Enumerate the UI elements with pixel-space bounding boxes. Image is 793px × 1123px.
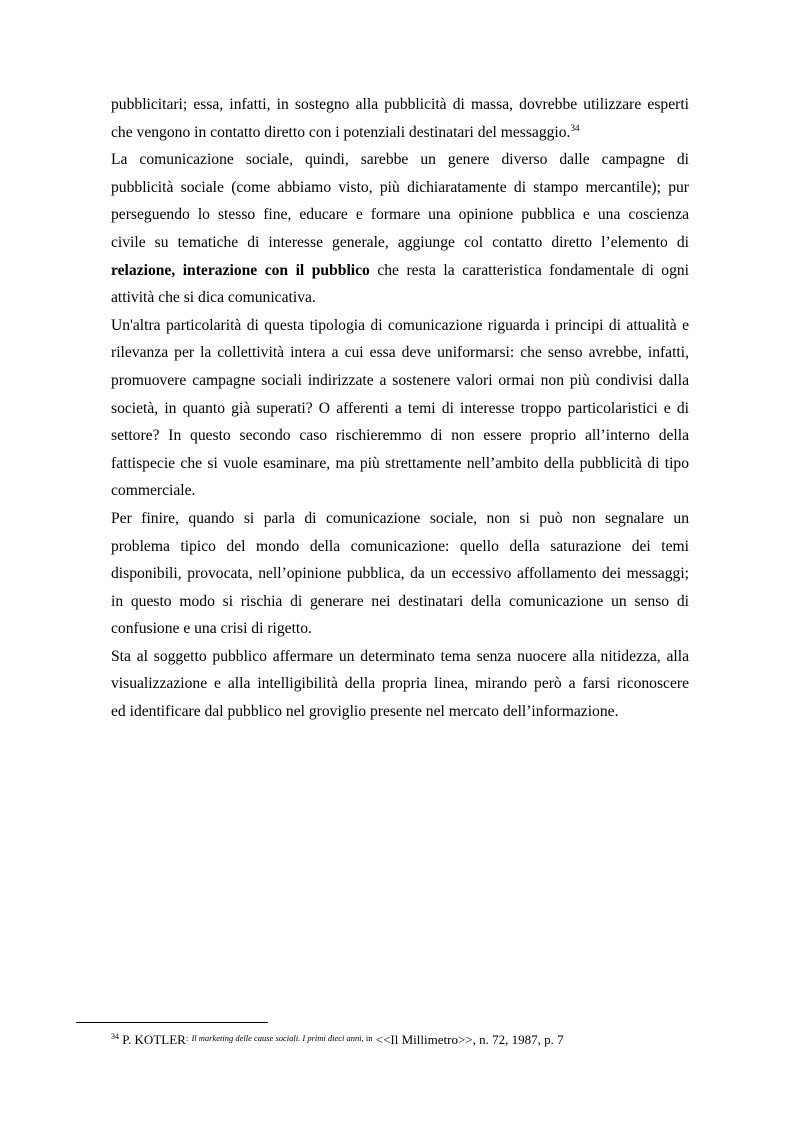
paragraph-4 bbox=[111, 505, 689, 643]
text-line: La comunicazione sociale, quindi, sarebbe un genere diverso dalle campagne di bbox=[111, 151, 689, 169]
text-line: problema tipico del mondo della comunicazione: quello della saturazione dei temi bbox=[111, 537, 689, 555]
text-line: in questo modo si rischia di generare nei destinatari della comunicazione un senso di bbox=[111, 592, 689, 610]
text-line: confusione e una crisi di rigetto. bbox=[111, 620, 312, 638]
footnote-author: P. KOTLER bbox=[122, 1032, 186, 1047]
text-line: ed identificare dal pubblico nel groviglio presente nel mercato dell’informazione. bbox=[111, 703, 619, 721]
text-line: civile su tematiche di interesse generale, aggiunge col contatto diretto l’elemento di bbox=[111, 233, 689, 251]
text-line: rilevanza per la collettività intera a cui essa deve uniformarsi: che senso avrebbe, infatti, bbox=[111, 344, 689, 362]
text-line: commerciale. bbox=[111, 482, 196, 500]
paragraph-3 bbox=[111, 312, 689, 505]
text-line: Sta al soggetto pubblico affermare un determinato tema senza nuocere alla nitidezza, alla bbox=[111, 647, 689, 665]
paragraph-2 bbox=[111, 146, 689, 312]
bold-phrase: relazione, interazione con il pubblico bbox=[111, 261, 370, 279]
text-line-content: che resta la caratteristica fondamentale di ogni bbox=[369, 261, 690, 279]
text-line: pubblicitari; essa, infatti, in sostegno alla pubblicità di massa, dovrebbe utilizzare esperti bbox=[111, 96, 689, 113]
text-line: società, in quanto già superati? O afferenti a temi di interesse troppo particolaristici e di bbox=[111, 399, 689, 417]
text-line-content: che vengono in contatto diretto con i potenziali destinatari del messaggio. bbox=[111, 123, 571, 141]
paragraph-5 bbox=[111, 643, 689, 726]
text-line: Un'altra particolarità di questa tipologia di comunicazione riguarda i principi di attualità e bbox=[111, 316, 689, 334]
footnote-in: , in bbox=[361, 1033, 373, 1043]
text-line: Per finire, quando si parla di comunicazione sociale, non si può non segnalare un bbox=[111, 509, 689, 527]
footnote-reference: 34 bbox=[570, 122, 580, 133]
text-line: visualizzazione e alla intelligibilità della propria linea, mirando però a farsi riconoscere bbox=[111, 675, 689, 693]
text-line: attività che si dica comunicativa. bbox=[111, 289, 316, 307]
footnote-number: 34 bbox=[111, 1032, 119, 1041]
text-line: perseguendo lo stesso fine, educare e formare una opinione pubblica e una coscienza bbox=[111, 206, 689, 224]
text-line: fattispecie che si vuole esaminare, ma più strettamente nell’ambito della pubblicità di tipo bbox=[111, 454, 689, 472]
text-line bbox=[111, 257, 689, 285]
footnote-colon: : bbox=[185, 1033, 189, 1043]
paragraph-1 bbox=[111, 91, 689, 146]
footnote-title: Il marketing delle cause sociali. I primi dieci anni bbox=[191, 1033, 362, 1043]
text-line: pubblicità sociale (come abbiamo visto, più dichiaratamente di stampo mercantile); pur bbox=[111, 178, 689, 196]
footnote-source: <<Il Millimetro>>, n. 72, 1987, p. 7 bbox=[375, 1032, 564, 1047]
text-line: disponibili, provocata, nell’opinione pubblica, da un eccessivo affollamento dei messaggi; bbox=[111, 565, 689, 583]
text-line bbox=[111, 119, 689, 147]
text-line: promuovere campagne sociali indirizzate a sostenere valori ormai non più condivisi dalla bbox=[111, 371, 689, 389]
footnote bbox=[111, 1029, 689, 1049]
text-line: settore? In questo secondo caso rischieremmo di non essere proprio all’interno della bbox=[111, 427, 689, 445]
footnote-separator bbox=[76, 1022, 268, 1023]
body-text bbox=[111, 91, 689, 726]
